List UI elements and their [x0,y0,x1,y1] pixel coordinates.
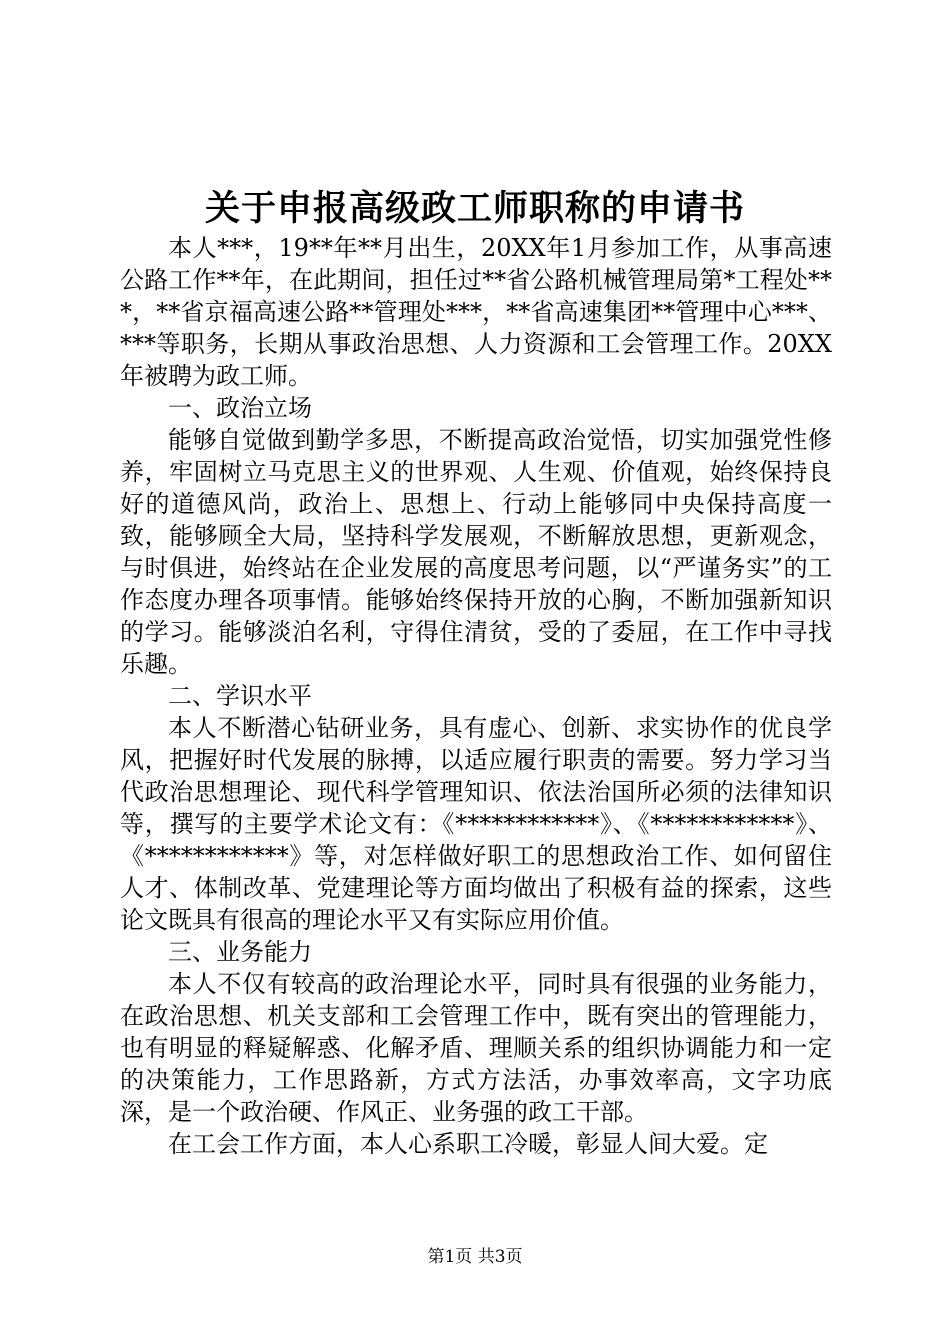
section-heading-work-ability: 三、业务能力 [168,938,312,966]
document-body [120,232,832,1160]
document-title: 关于申报高级政工师职称的申请书 [204,188,745,229]
intro-paragraph: 本人***，19**年**月出生，20XX年1月参加工作，从事高速公路工作**年，在此期间，担任过**省公路机械管理局第*工程处***，**省京福高速公路**管理处***，**省高速集团**管理中心***、***等职务，长期从事政治思想、人力资源和工会管理工作。20XX年被聘为政工师。 [120,234,832,390]
page-number-footer: 第1页 共3页 [427,1247,523,1267]
political-stance-paragraph: 能够自觉做到勤学多思，不断提高政治觉悟，切实加强党性修养，牢固树立马克思主义的世界观、人生观、价值观，始终保持良好的道德风尚，政治上、思想上、行动上能够同中央保持高度一致，能够顾全大局，坚持科学发展观，不断解放思想，更新观念，与时俱进，始终站在企业发展的高度思考问题，以“严谨务实”的工作态度办理各项事情。能够始终保持开放的心胸，不断加强新知识的学习。能够淡泊名利，守得住清贫，受的了委屈，在工作中寻找乐趣。 [120,426,832,678]
section-heading-academic-level: 二、学识水平 [168,682,312,710]
work-ability-paragraph: 本人不仅有较高的政治理论水平，同时具有很强的业务能力，在政治思想、机关支部和工会管理工作中，既有突出的管理能力，也有明显的释疑解惑、化解矛盾、理顺关系的组织协调能力和一定的决策能力，工作思路新，方式方法活，办事效率高，文字功底深，是一个政治硬、作风正、业务强的政工干部。 [120,970,832,1126]
academic-level-paragraph: 本人不断潜心钻研业务，具有虚心、创新、求实协作的优良学风，把握好时代发展的脉搏，以适应履行职责的需要。努力学习当代政治思想理论、现代科学管理知识、依法治国所必须的法律知识等，撰写的主要学术论文有：《************》、《************》、《************》等，对怎样做好职工的思想政治工作、如何留住人才、体制改革、党建理论等方面均做出了积极有益的探索，这些论文既具有很高的理论水平又有实际应用价值。 [120,714,832,934]
section-heading-political-stance: 一、政治立场 [168,394,312,422]
union-work-paragraph: 在工会工作方面，本人心系职工冷暖，彰显人间大爱。定 [168,1130,768,1158]
